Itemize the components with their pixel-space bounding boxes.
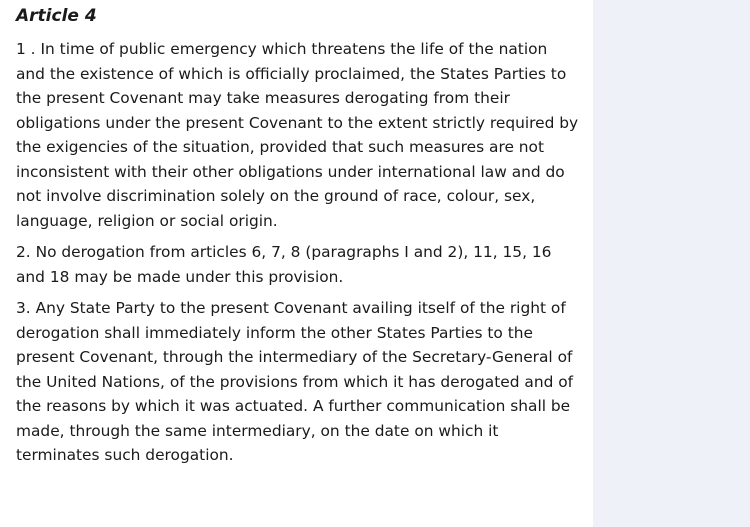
right-sidebar-panel	[593, 0, 750, 527]
article-paragraph-3: 3. Any State Party to the present Covenant availing itself of the right of derogation shall immediately inform the other States Parties to the present Covenant, through the intermediary of the Secretary-General of the United Nations, of the provisions from which it has derogated and of the reasons by which it was actuated. A further communication shall be made, through the same intermediary, on the date on which it terminates such derogation.	[16, 299, 574, 464]
article-paragraph-2: 2. No derogation from articles 6, 7, 8 (paragraphs I and 2), 11, 15, 16 and 18 may be made under this provision.	[16, 243, 552, 286]
article-title: Article 4	[16, 6, 97, 26]
article-paragraph-1: 1 . In time of public emergency which threatens the life of the nation and the existence of which is officially proclaimed, the States Parties to the present Covenant may take measures derogating from their obligations under the present Covenant to the extent strictly required by the exigencies of the situation, provided that such measures are not inconsistent with their other obligations under international law and do not involve discrimination solely on the ground of race, colour, sex, language, religion or social origin.	[16, 40, 579, 230]
